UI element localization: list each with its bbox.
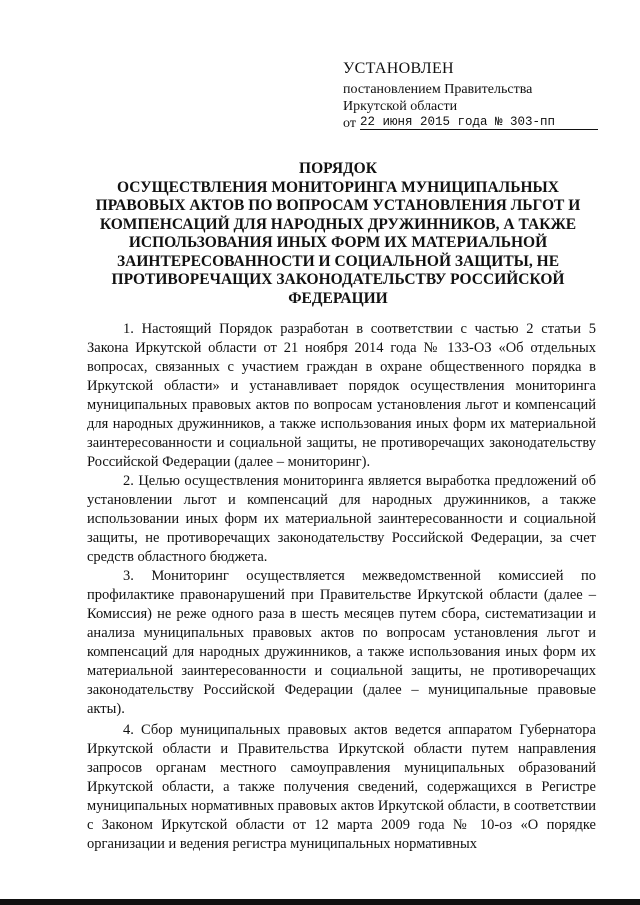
paragraph-3: 3. Мониторинг осуществляется межведомственной комиссией по профилактике правонарушений при Правительстве Иркутской области (далее – Комиссия) не реже одного раза в шесть месяцев путем сбора, систематизации и анализа муниципальных правовых актов по вопросам установления льгот и компенсаций для народных дружинников, а также использования иных форм их материальной заинтересованности и социальной защиты, не противоречащих законодательству Российской Федерации (далее – муниципальные правовые акты). [87,568,596,717]
stamp-line-region: Иркутской области [343,99,458,114]
stamp-date-line [343,115,603,132]
heading-line: ПРОТИВОРЕЧАЩИХ ЗАКОНОДАТЕЛЬСТВУ РОССИЙСКОЙ [111,271,565,288]
heading-line: ПРАВОВЫХ АКТОВ ПО ВОПРОСАМ УСТАНОВЛЕНИЯ ЛЬГОТ И [95,197,581,214]
stamp-title: УСТАНОВЛЕН [343,60,454,77]
paragraph-2: 2. Целью осуществления мониторинга является выработка предложений об установлении льгот и компенсаций для народных дружинников, а также использовании иных форм их материальной заинтересованности и социальной защиты, не противоречащих законодательству Российской Федерации, за счет средств областного бюджета. [87,473,596,565]
heading-line: ФЕДЕРАЦИИ [288,289,388,307]
stamp-line-decree: постановлением Правительства [343,82,533,97]
heading-line: ИСПОЛЬЗОВАНИЯ ИНЫХ ФОРМ ИХ МАТЕРИАЛЬНОЙ [128,234,548,251]
paragraph-1: 1. Настоящий Порядок разработан в соответствии с частью 2 статьи 5 Закона Иркутской области от 21 ноября 2014 года № 133-ОЗ «Об отдельных вопросах, связанных с участием граждан в охране общественного порядка в Иркутской области» и устанавливает порядок осуществления мониторинга муниципальных правовых актов по вопросам установления льгот и компенсаций для народных дружинников, а также использования иных форм их материальной заинтересованности и социальной защиты, не противоречащих законодательству Российской Федерации (далее – мониторинг). [87,321,596,470]
approval-stamp [343,60,603,132]
heading-line: ПОРЯДОК [299,160,377,177]
document-body [87,320,596,854]
paragraph-4: 4. Сбор муниципальных правовых актов ведется аппаратом Губернатора Иркутской области и Правительства Иркутской области путем направления запросов органам местного самоуправления муниципальных образований Иркутской области, а также получения сведений, содержащихся в Регистре муниципальных нормативных правовых актов Иркутской области, в соответствии с Законом Иркутской области от 12 марта 2009 года № 10-оз «О порядке организации и ведения регистра муниципальных нормативных [87,722,596,852]
stamp-date-value: 22 июня 2015 года № 303-пп [360,116,598,130]
heading-line: ОСУЩЕСТВЛЕНИЯ МОНИТОРИНГА МУНИЦИПАЛЬНЫХ [117,178,559,196]
heading-line: КОМПЕНСАЦИЙ ДЛЯ НАРОДНЫХ ДРУЖИННИКОВ, А ТАКЖЕ [99,215,577,233]
stamp-from-prefix: от [343,116,356,131]
page-bottom-border [0,899,640,905]
heading-line: ЗАИНТЕРЕСОВАННОСТИ И СОЦИАЛЬНОЙ ЗАЩИТЫ, НЕ [116,252,560,270]
document-heading [88,160,588,308]
